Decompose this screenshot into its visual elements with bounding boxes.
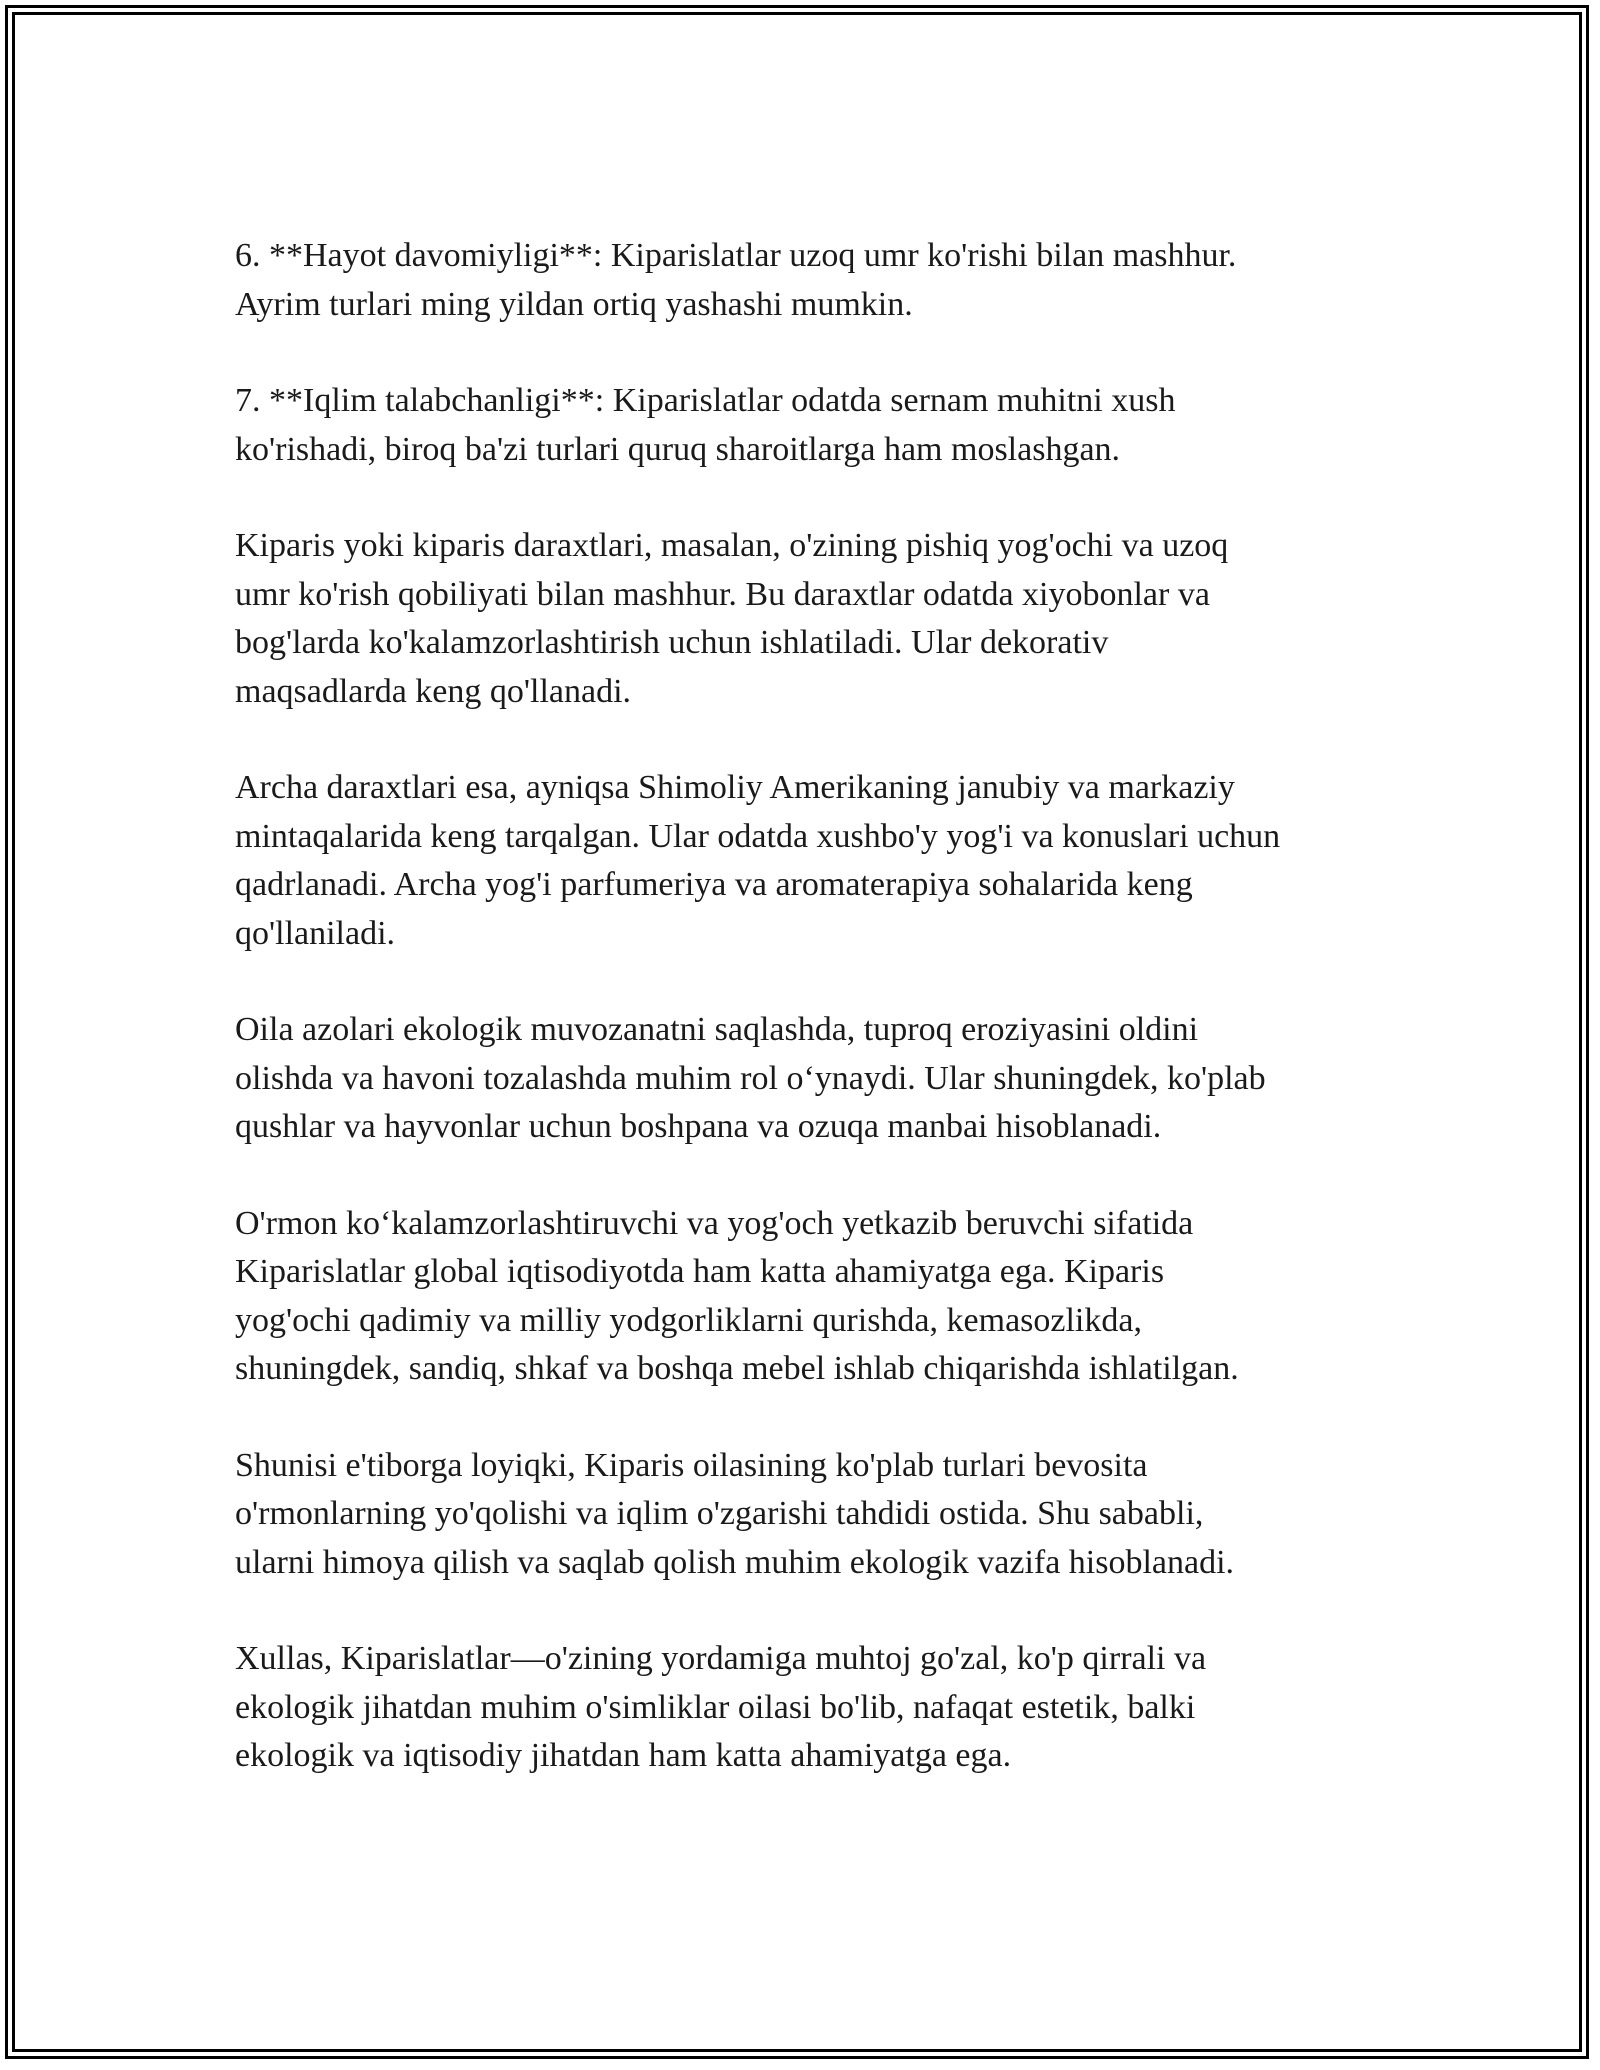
paragraph-ecology: Oila azolari ekologik muvozanatni saqlashda, tuproq eroziyasini oldini olishda va havoni tozalashda muhim rol o‘ynaydi. Ular shuningdek, ko'plab qushlar va hayvonlar uchun boshpana va ozuqa manbai hisoblanadi. bbox=[235, 1011, 1266, 1145]
paragraph-lifespan: 6. **Hayot davomiyligi**: Kiparislatlar uzoq umr ko'rishi bilan mashhur. Ayrim turlari ming yildan ortiq yashashi mumkin. bbox=[235, 237, 1237, 323]
paragraph-threats: Shunisi e'tiborga loyiqki, Kiparis oilasining ko'plab turlari bevosita o'rmonlarning yo'qolishi va iqlim o'zgarishi tahdidi ostida. Shu sababli, ularni himoya qilish va saqlab qolish muhim ekologik vazifa hisoblanadi. bbox=[235, 1446, 1235, 1581]
document-body bbox=[235, 232, 1390, 1829]
paragraph-juniper-trees: Archa daraxtlari esa, ayniqsa Shimoliy Amerikaning janubiy va markaziy mintaqalarida keng tarqalgan. Ular odatda xushbo'y yog'i va konuslari uchun qadrlanadi. Archa yog'i parfumeriya va aromaterapiya sohalarida keng qo'llaniladi. bbox=[235, 769, 1281, 952]
paragraph-climate: 7. **Iqlim talabchanligi**: Kiparislatlar odatda sernam muhitni xush ko'rishadi, biroq ba'zi turlari quruq sharoitlarga ham moslashgan. bbox=[235, 382, 1176, 468]
paragraph-cypress-trees: Kiparis yoki kiparis daraxtlari, masalan, o'zining pishiq yog'ochi va uzoq umr ko'rish qobiliyati bilan mashhur. Bu daraxtlar odatda xiyobonlar va bog'larda ko'kalamzorlashtirish uchun ishlatiladi. Ular dekorativ maqsadlarda keng qo'llanadi. bbox=[235, 527, 1229, 710]
paragraph-economy: O'rmon ko‘kalamzorlashtiruvchi va yog'och yetkazib beruvchi sifatida Kiparislatlar global iqtisodiyotda ham katta ahamiyatga ega. Kiparis yog'ochi qadimiy va milliy yodgorliklarni qurishda, kemasozlikda, shuningdek, sandiq, shkaf va boshqa mebel ishlab chiqarishda ishlatilgan. bbox=[235, 1204, 1239, 1387]
paragraph-conclusion: Xullas, Kiparislatlar—o'zining yordamiga muhtoj go'zal, ko'p qirrali va ekologik jihatdan muhim o'simliklar oilasi bo'lib, nafaqat estetik, balki ekologik va iqtisodiy jihatdan ham katta ahamiyatga ega. bbox=[235, 1640, 1207, 1774]
